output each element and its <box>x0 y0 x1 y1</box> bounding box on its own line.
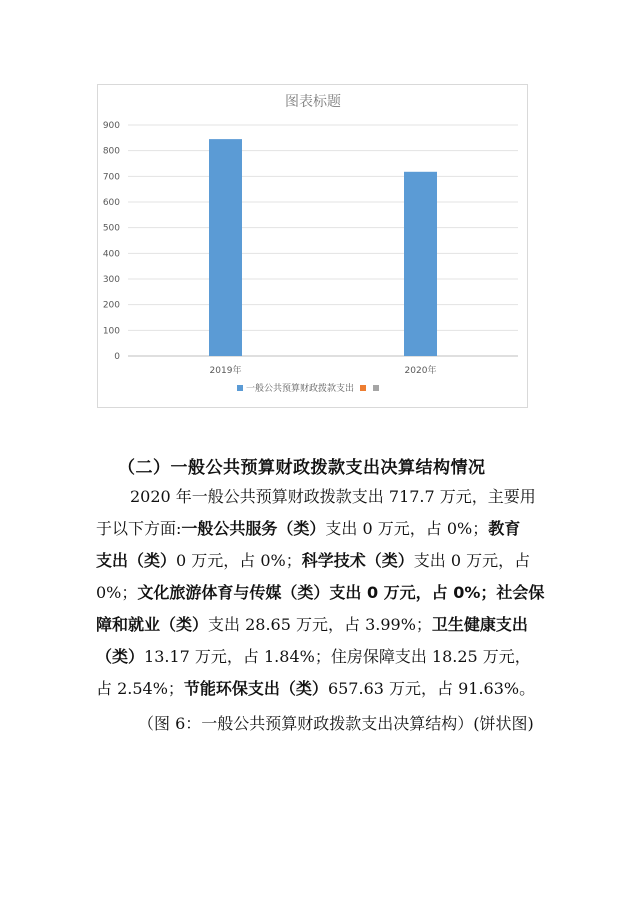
bold-text: 卫生健康支出 <box>431 615 528 634</box>
bold-text: 教育 <box>488 519 521 538</box>
paragraph-line <box>96 609 546 641</box>
paragraph-line <box>96 673 546 705</box>
bold-text: 一般公共服务（类） <box>181 519 326 538</box>
y-tick-label: 0 <box>114 352 120 362</box>
bold-text: 节能环保支出（类） <box>183 679 328 698</box>
chart-title: 图表标题 <box>285 94 341 110</box>
bold-text: （类） <box>96 647 145 666</box>
bold-text: 支出（类） <box>96 551 177 570</box>
text-run: 支出 0 万元，占 0%； <box>325 519 489 538</box>
paragraph-line <box>96 513 546 545</box>
text-run: 657.63 万元，占 91.63%。 <box>327 679 536 698</box>
text-run: 13.17 万元，占 1.84%；住房保障支出 18.25 万元， <box>144 647 531 666</box>
text-run: 0%； <box>96 583 138 602</box>
y-tick-label: 400 <box>102 249 120 260</box>
y-tick-label: 200 <box>102 300 120 311</box>
chart-container <box>97 84 528 408</box>
bar-chart <box>98 85 529 409</box>
text-run: 支出 0 万元，占 <box>413 551 531 570</box>
paragraph-line <box>130 481 580 513</box>
y-tick-label: 100 <box>102 326 120 337</box>
y-tick-label: 900 <box>102 121 120 131</box>
text-run: 占 2.54%； <box>96 679 184 698</box>
y-tick-label: 800 <box>102 146 120 157</box>
text-run: 0 万元，占 0%； <box>176 551 302 570</box>
y-tick-label: 300 <box>102 275 120 285</box>
y-tick-label: 700 <box>102 172 120 183</box>
bold-text: 科学技术（类） <box>301 551 414 570</box>
text-run: （图 6：一般公共预算财政拨款支出决算结构）(饼状图) <box>138 714 534 733</box>
legend-swatch <box>360 385 366 391</box>
paragraph-line <box>96 545 546 577</box>
legend-swatch <box>373 385 379 391</box>
bar-2019年 <box>209 139 242 356</box>
paragraph-line <box>96 641 546 673</box>
y-tick-label: 500 <box>102 223 120 234</box>
bold-text: 文化旅游体育与传媒（类）支出 0 万元，占 0%；社会保 <box>137 583 545 602</box>
bar-2020年 <box>404 172 437 356</box>
bold-text: 障和就业（类） <box>96 615 209 634</box>
legend-label: 一般公共预算财政拨款支出 <box>246 384 355 394</box>
x-tick-label: 2019年 <box>209 366 242 376</box>
paragraph-line <box>96 577 546 609</box>
figure-caption <box>138 708 588 740</box>
text-run: 支出 28.65 万元，占 3.99%； <box>208 615 432 634</box>
section-heading: （二）一般公共预算财政拨款支出决算结构情况 <box>118 458 486 478</box>
x-tick-label: 2020年 <box>404 366 437 376</box>
text-run: 2020 年一般公共预算财政拨款支出 717.7 万元，主要用 <box>130 487 536 506</box>
text-run: 于以下方面: <box>96 519 182 538</box>
legend-swatch <box>237 385 243 391</box>
y-tick-label: 600 <box>102 198 120 208</box>
